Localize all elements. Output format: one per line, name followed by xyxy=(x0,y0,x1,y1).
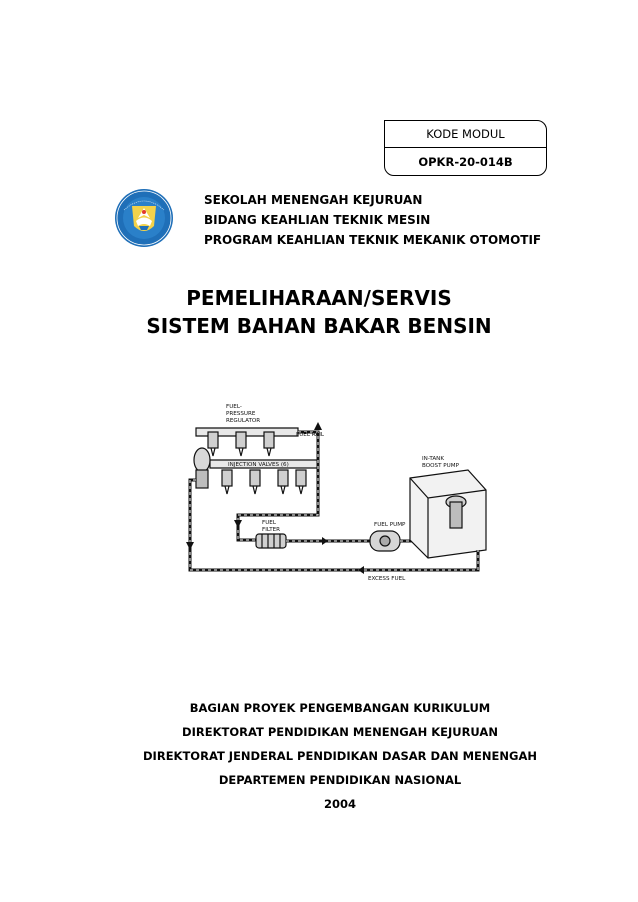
field-of-expertise: BIDANG KEAHLIAN TEKNIK MESIN xyxy=(204,213,431,227)
publisher-info xyxy=(0,696,638,816)
publication-year: 2004 xyxy=(323,797,356,811)
label-regulator-3: REGULATOR xyxy=(226,418,261,424)
project-division: BAGIAN PROYEK PENGEMBANGAN KURIKULUM xyxy=(189,701,491,715)
fuel-system-diagram xyxy=(178,400,493,583)
label-boost-pump-2: BOOST PUMP xyxy=(422,463,459,469)
module-title-line1: PEMELIHARAAN/SERVIS xyxy=(186,286,452,310)
school-info xyxy=(204,190,541,250)
directorate-general: DIREKTORAT JENDERAL PENDIDIKAN DASAR DAN MENENGAH xyxy=(143,749,537,763)
directorate: DIREKTORAT PENDIDIKAN MENENGAH KEJURUAN xyxy=(182,725,498,739)
label-excess-fuel: EXCESS FUEL xyxy=(368,576,406,582)
ministry: DEPARTEMEN PENDIDIKAN NASIONAL xyxy=(218,773,462,787)
school-type: SEKOLAH MENENGAH KEJURUAN xyxy=(204,193,423,207)
label-regulator-1: FUEL- xyxy=(226,404,242,410)
module-title xyxy=(0,284,638,340)
label-fuel-filter-1: FUEL xyxy=(262,520,276,526)
kode-modul-value: OPKR-20-014B xyxy=(418,155,513,169)
kode-modul-box xyxy=(384,120,547,176)
program-of-expertise: PROGRAM KEAHLIAN TEKNIK MEKANIK OTOMOTIF xyxy=(204,233,542,247)
label-fuel-rail: FUEL RAIL xyxy=(296,432,324,438)
label-injection-valves: INJECTION VALVES (6) xyxy=(228,462,289,468)
kode-modul-label: KODE MODUL xyxy=(385,121,546,148)
label-regulator-2: PRESSURE xyxy=(226,411,256,417)
module-title-line2: SISTEM BAHAN BAKAR BENSIN xyxy=(146,314,492,338)
label-fuel-filter-2: FILTER xyxy=(262,527,281,533)
label-boost-pump-1: IN-TANK xyxy=(422,456,444,462)
tut-wuri-handayani-logo xyxy=(114,188,174,248)
fuel-system-illustration xyxy=(178,400,493,583)
label-fuel-pump: FUEL PUMP xyxy=(374,522,406,528)
